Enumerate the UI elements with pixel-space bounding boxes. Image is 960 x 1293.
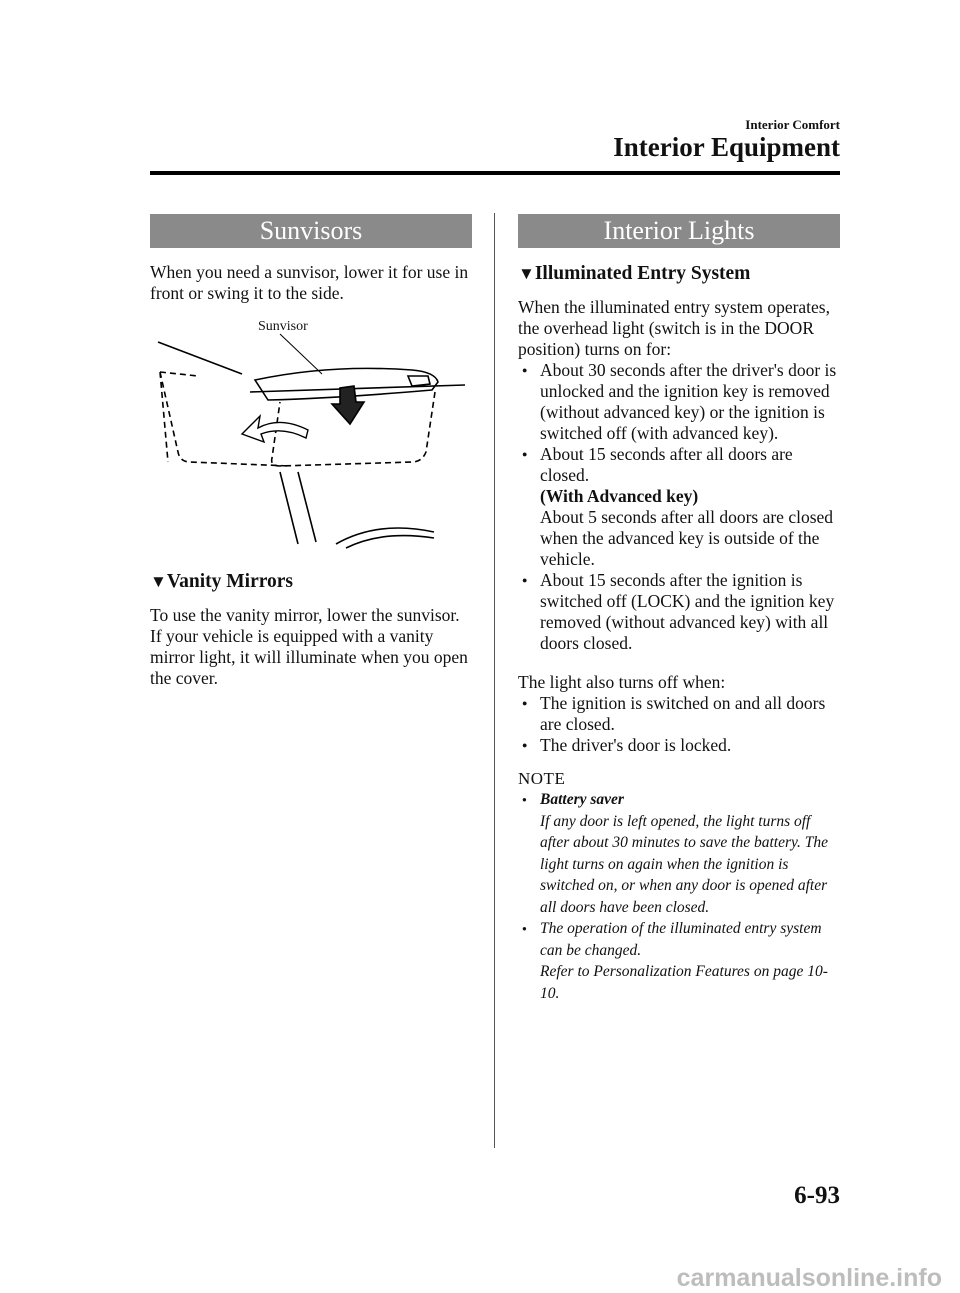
page-number: 6-93: [794, 1182, 840, 1209]
illuminated-entry-heading: ▼Illuminated Entry System: [518, 263, 751, 284]
list-item: ● The operation of the illuminated entry system can be changed. Refer to Personalization Features on page 10-10.: [518, 918, 840, 1004]
illuminated-entry-intro: When the illuminated entry system operates, the overhead light (switch is in the DOOR position) turns on for:: [518, 297, 830, 359]
lower-arrow: [332, 386, 364, 424]
list-item: ● About 15 seconds after the ignition is switched off (LOCK) and the ignition key removed (without advanced key) with all doors closed.: [518, 570, 840, 654]
sunvisors-title-bar: Sunvisors: [150, 214, 472, 248]
list-item: ● About 30 seconds after the driver's door is unlocked and the ignition key is removed (without advanced key) or the ignition is switched off (with advanced key).: [518, 360, 840, 444]
list-item: ● The ignition is switched on and all doors are closed.: [518, 693, 840, 735]
list-item: ● The driver's door is locked.: [518, 735, 840, 756]
turn-on-list: [518, 360, 840, 654]
vanity-mirror-cover: [408, 376, 430, 386]
sunvisor-dashed-outline: [160, 372, 290, 466]
header-section: Interior Equipment: [613, 132, 840, 162]
vanity-mirrors-heading: ▼Vanity Mirrors: [150, 571, 294, 592]
sunvisor-illustration: [150, 312, 472, 560]
a-pillar: [280, 472, 316, 544]
turn-off-list: [518, 693, 840, 756]
column-divider: [494, 213, 495, 1148]
list-item: ● About 15 seconds after all doors are closed. (With Advanced key) About 5 seconds after all doors are closed when the advanced key is outside of the vehicle.: [518, 444, 840, 570]
watermark: carmanualsonline.info: [676, 1264, 942, 1292]
vanity-p1: To use the vanity mirror, lower the sunvisor.: [150, 605, 460, 625]
header-chapter: Interior Comfort: [745, 117, 840, 132]
header-rule: [150, 171, 840, 175]
label-leader-line: [280, 334, 322, 374]
note-list: [518, 789, 840, 1004]
sunvisors-intro: When you need a sunvisor, lower it for use in front or swing it to the side.: [150, 262, 469, 303]
turn-off-intro: The light also turns off when:: [518, 672, 726, 692]
list-item: ● Battery saver If any door is left opened, the light turns off after about 30 minutes to save the battery. The light turns on again when the ignition is switched on, or when any door is opened after all doors have been closed.: [518, 789, 840, 918]
sunvisor-figure: [150, 312, 472, 565]
note-label: NOTE: [518, 769, 566, 788]
windshield-edge: [158, 342, 242, 374]
interior-lights-title-bar: Interior Lights: [518, 214, 840, 248]
sunvisor-label: Sunvisor: [258, 319, 308, 334]
vanity-p2: If your vehicle is equipped with a vanity mirror light, it will illuminate when you open the cover.: [150, 626, 468, 688]
